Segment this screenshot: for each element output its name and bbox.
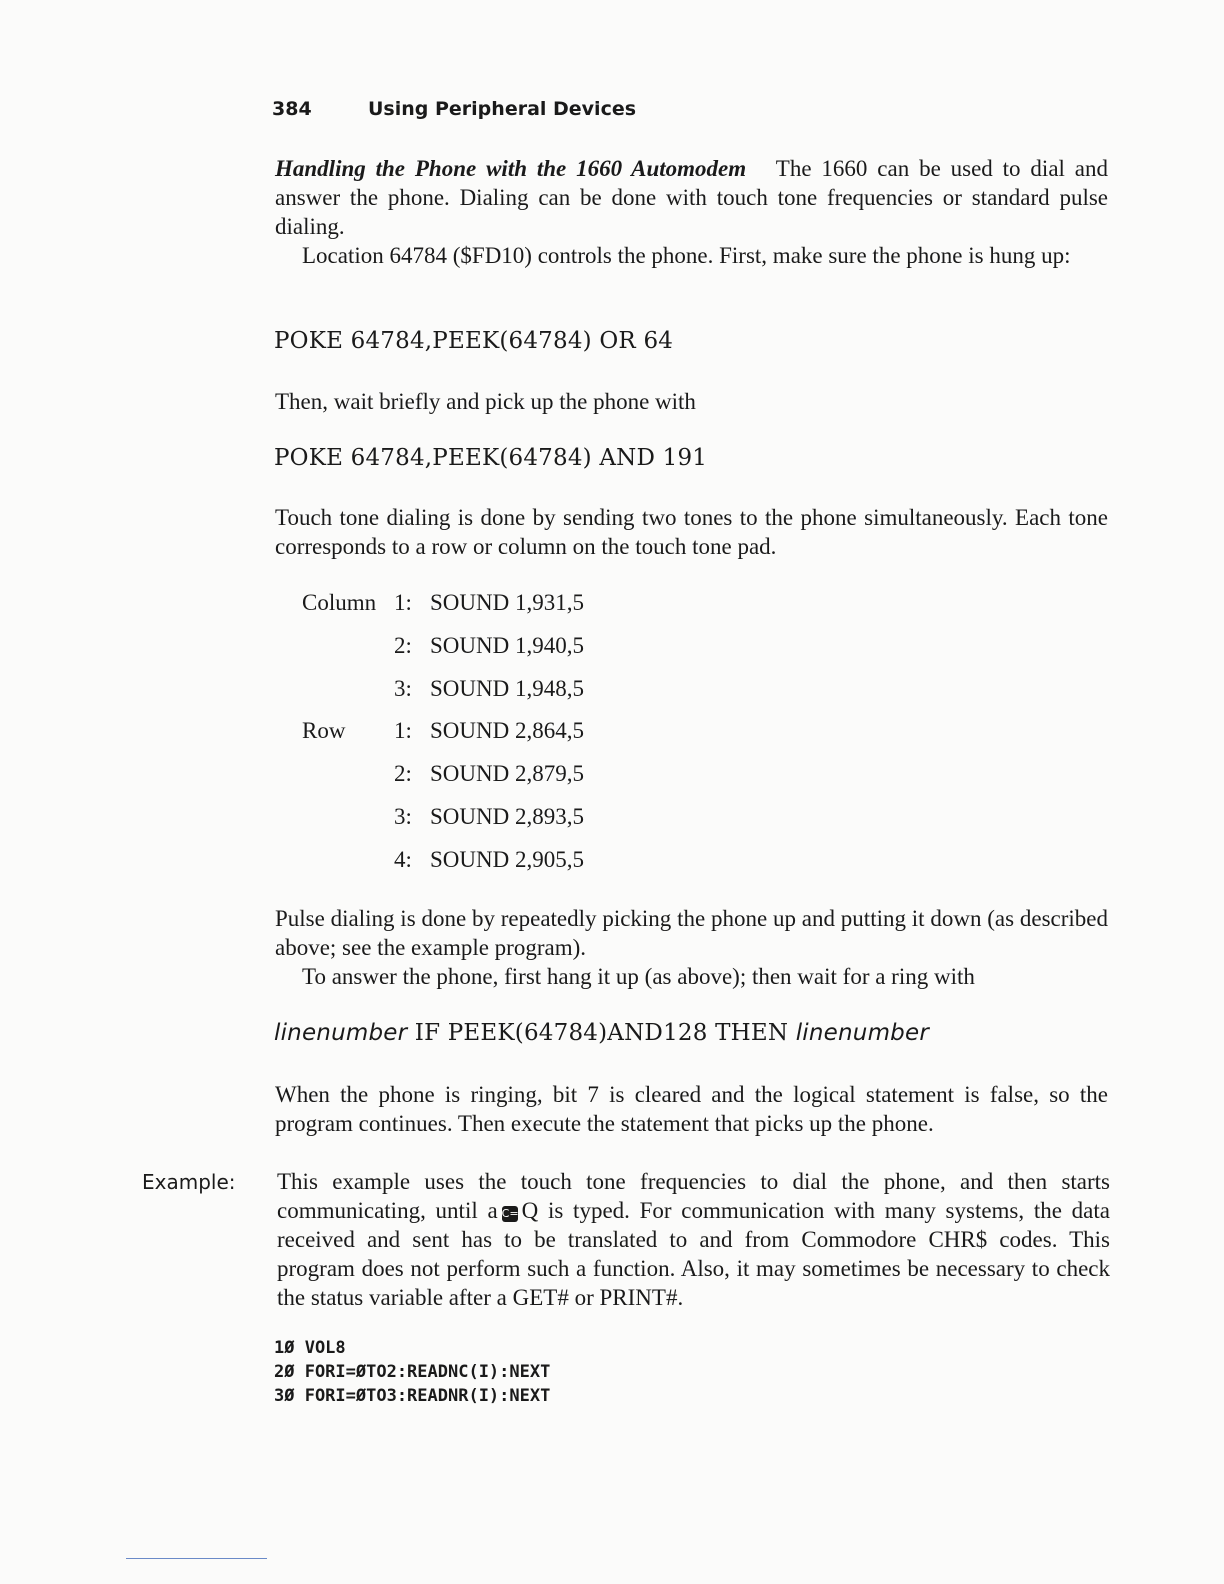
code-placeholder: linenumber <box>274 1020 408 1046</box>
footer-rule <box>126 1558 267 1559</box>
page-number: 384 <box>272 98 312 120</box>
code-pickup: POKE 64784,PEEK(64784) AND 191 <box>274 445 708 471</box>
ringing-paragraph: When the phone is ringing, bit 7 is cleared and the logical statement is false, so the program continues. Then execute the statement that picks up the phone. <box>275 1082 1108 1136</box>
pulse-paragraph <box>275 904 1108 991</box>
answer-text: To answer the phone, first hang it up (as above); then wait for a ring with <box>302 964 975 989</box>
listing-line: 3Ø FORI=ØTO3:READNR(I):NEXT <box>274 1386 551 1406</box>
intro-text: The 1660 can be used to dial and answer the phone. Dialing can be done with touch tone frequencies or standard pulse dialing. <box>275 156 1108 239</box>
running-header <box>272 98 636 120</box>
code-ring-statement: IF PEEK(64784)AND128 THEN <box>407 1020 796 1046</box>
program-listing <box>274 1336 550 1408</box>
code-ring-wait <box>274 1020 929 1046</box>
example-paragraph: This example uses the touch tone frequencies to dial the phone, and then starts communicating, until a C= Q is typed. For communication with many systems, the data received and sent has to be translated to and from Commodore CHR$ codes. This program does not perform such a function. Also, it may sometimes be necessary to check the status variable after a GET# or PRINT#. <box>277 1169 1110 1310</box>
listing-line: 2Ø FORI=ØTO2:READNC(I):NEXT <box>274 1362 551 1382</box>
code-hangup: POKE 64784,PEEK(64784) OR 64 <box>274 328 674 354</box>
running-title: Using Peripheral Devices <box>368 98 637 120</box>
pulse-text: Pulse dialing is done by repeatedly picking the phone up and putting it down (as described above; see the example program). <box>275 906 1108 960</box>
intro-paragraph <box>275 154 1108 270</box>
pickup-paragraph: Then, wait briefly and pick up the phone with <box>275 389 696 414</box>
document-page: 384 Using Peripheral Devices Handling the Phone with the 1660 Automodem The 1660 can be used to dial and answer the phone. Dialing can be done with touch tone frequencies or standard pulse dialing. Location 64784 ($FD10) controls the phone. First, make sure the phone is hung up: POKE 64784,PEEK(64784) OR 64 Then, wait briefly and pick up the phone with POKE 64784,PEEK(64784) AND 191 Touch tone dialing is done by sending two tones to the phone simultaneously. Each tone corresponds to a row or column on the touch tone pad. Column 1: SOUND 1,931,5 2: SOUND 1,940,5 3: SOUND 1,948,5 Row 1: SOUND 2,864,5 2: SOUND 2,879,5 3: SOUND 2,893,5 4: SOUND 2,905,5 Pulse dialing is done by repeatedly picking the phone up and putting it down (as described above; see the example program). To answer the phone, first hang it up (as above); then wait for a ring with linenumber IF PEEK(64784)AND128 THEN linenumber When the phone is ringing, bit 7 is cleared and the logical statement is false, so the program continues. Then execute the statement that picks up the phone. Example: This example uses the touch tone frequencies to dial the phone, and then starts communicating, until a C= Q is typed. For communication with many systems, the data received and sent has to be translated to and from Commodore CHR$ codes. This program does not perform such a function. Also, it may sometimes be necessary to check the status variable after a GET# or PRINT#. 1Ø VOL8 2Ø FORI=ØTO2:READNC(I):NEXT 3Ø FORI=ØTO3:READNR(I):NEXT <box>0 0 1224 1584</box>
section-title: Handling the Phone with the 1660 Automodem <box>275 156 747 181</box>
listing-line: 1Ø VOL8 <box>274 1338 346 1358</box>
example-label: Example: <box>142 1170 236 1194</box>
code-placeholder: linenumber <box>795 1020 929 1046</box>
commodore-key-icon: C= <box>501 1207 519 1220</box>
touch-tone-paragraph: Touch tone dialing is done by sending two tones to the phone simultaneously. Each tone corresponds to a row or column on the touch tone pad. <box>275 505 1108 559</box>
location-paragraph: Location 64784 ($FD10) controls the phone. First, make sure the phone is hung up: <box>302 243 1071 268</box>
